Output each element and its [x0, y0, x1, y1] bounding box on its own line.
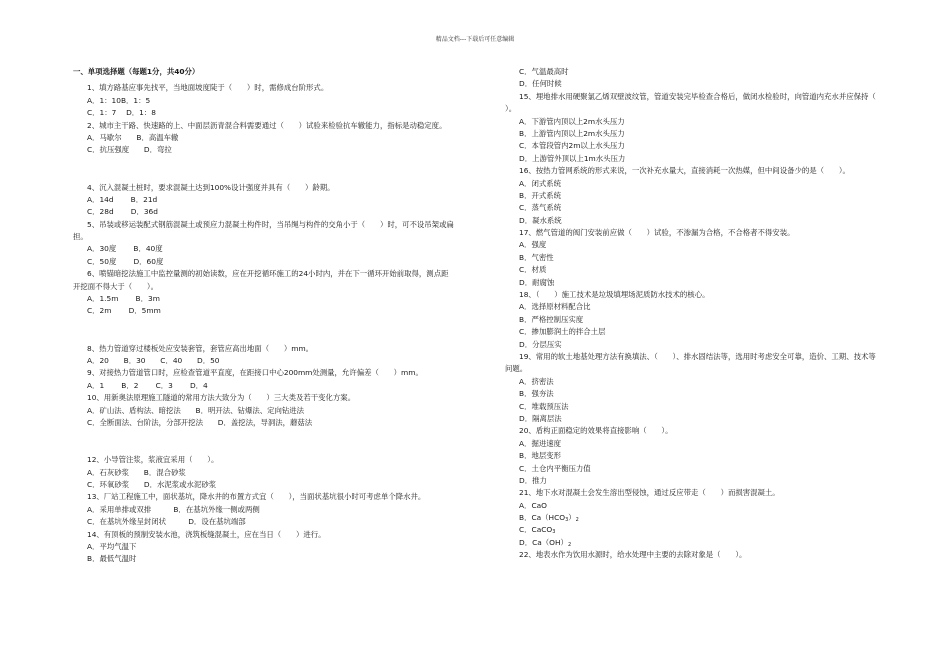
question-17-option-d: D．耐腐蚀	[519, 277, 555, 287]
question-4-options-cd: C．28d D．36d	[87, 207, 158, 217]
question-2-options-ab: A．马歇尔 B．高温车辙	[87, 132, 179, 142]
question-18-option-b: B．严格控制压实度	[519, 314, 584, 324]
question-12-options-cd: C．环氧砂浆 D．水泥浆或水泥砂浆	[87, 479, 217, 489]
question-6-stem-continued: 开挖面不得大于（ ）。	[73, 281, 158, 291]
left-column	[73, 66, 493, 566]
question-17-option-b: B．气密性	[519, 252, 554, 262]
question-5-stem-continued: 担。	[73, 232, 88, 242]
question-15-option-c: C．本管段管内2m以上水头压力	[519, 141, 625, 151]
formula-text: C．CaCO	[519, 525, 553, 535]
question-15-option-d: D．上游管外顶以上1m水头压力	[519, 153, 626, 163]
question-5-options-ab: A．30度 B．40度	[87, 244, 163, 254]
question-6-options-cd: C．2m D．5mm	[87, 306, 161, 316]
question-20-option-a: A．掘进速度	[519, 438, 562, 448]
page-header: 精品文档---下载后可任意编辑	[435, 36, 515, 43]
formula-text: D．Ca（OH）	[519, 537, 568, 547]
question-13-stem: 13、厂站工程施工中，面状基坑，降水井的布置方式宜（ ），当面状基坑很小时可考虑单个降水井。	[87, 492, 426, 502]
question-19-option-d: D．隔离层法	[519, 413, 562, 423]
subscript: 2	[575, 517, 579, 524]
question-17-option-c: C．材质	[519, 265, 547, 275]
question-15-option-a: A．下游管内顶以上2m水头压力	[519, 116, 625, 126]
question-15-stem-continued: ）。	[505, 104, 517, 114]
question-21-option-d	[505, 537, 895, 549]
question-17-option-a: A．强度	[519, 240, 547, 250]
question-18-stem: 18、（ ）施工技术是垃圾填埋场泥质防水技术的核心。	[519, 290, 710, 300]
question-16-option-c: C．蒸气系统	[519, 203, 562, 213]
question-10-options-cd: C．全断面法、台阶法，分部开挖法 D．盖挖法，导洞法，蘑菇法	[87, 417, 313, 427]
question-2-stem: 2、城市主干路、快速路的上、中面层沥青混合料需要通过（ ）试验来检验抗车辙能力，指标是动稳定度。	[87, 120, 447, 130]
question-16-stem: 16、按热力管网系统的形式来说，一次补充水量大，直接消耗一次热媒，但中间设备少的是（ ）。	[519, 166, 850, 176]
subscript: 2	[567, 541, 572, 548]
question-17-stem: 17、燃气管道的阀门安装前应做（ ）试验，不渗漏为合格，不合格者不得安装。	[519, 228, 795, 238]
question-1-stem: 1、填方路基应事先找平，当地面坡度陡于（ ）时，需修成台阶形式。	[87, 83, 329, 93]
question-5-stem: 5、吊装或移运装配式钢筋混凝土或预应力混凝土构件时，当吊绳与构件的交角小于（ ）时，可不设吊架或扁	[87, 219, 454, 229]
question-1-options-ab: A．1：10B．1：5	[87, 95, 151, 105]
section-title: 一、单项选择题（每题1分，共40分）	[73, 67, 200, 76]
question-21-stem: 21、地下水对混凝土会发生溶出型侵蚀，通过反应带走（ ）而损害混凝土。	[519, 488, 780, 498]
question-16-option-b: B．开式系统	[519, 190, 562, 200]
question-12-options-ab: A．石灰砂浆 B．混合砂浆	[87, 467, 186, 477]
question-19-stem-continued: 问题。	[505, 364, 528, 374]
formula-text: B．Ca（HCO	[519, 513, 566, 523]
question-22-stem: 22、地表水作为饮用水源时，给水处理中主要的去除对象是（ ）。	[519, 550, 747, 560]
question-19-option-b: B．强夯法	[519, 389, 554, 399]
question-6-stem: 6、喷锚暗挖法施工中监控量测的初始读数，应在开挖循环施工的24小时内，并在下一循环开始前取得，测点距	[87, 269, 449, 279]
question-14-option-a: A．平均气温下	[87, 541, 137, 551]
formula-text: ）	[568, 513, 576, 523]
question-19-option-c: C．堆载预压法	[519, 401, 569, 411]
question-9-options: A．1 B．2 C．3 D．4	[87, 380, 208, 390]
question-12-stem: 12、小导管注浆，浆液宜采用（ ）。	[87, 455, 219, 465]
question-20-option-b: B．地层变形	[519, 451, 562, 461]
question-20-stem: 20、盾构正面稳定的效果将直接影响（ ）。	[519, 426, 673, 436]
question-15-option-b: B．上游管内顶以上2m水头压力	[519, 128, 625, 138]
question-21-option-a: A．CaO	[519, 500, 547, 510]
question-16-option-d: D．凝水系统	[519, 215, 562, 225]
question-18-option-d: D．分层压实	[519, 339, 562, 349]
question-14-option-b: B．最低气温时	[87, 554, 137, 564]
question-18-option-a: A．选择原材料配合比	[519, 302, 591, 312]
subscript: 3	[552, 529, 556, 536]
question-21-option-b	[505, 512, 895, 524]
question-8-options: A．20 B．30 C．40 D．50	[87, 356, 220, 366]
question-4-options-ab: A．14d B．21d	[87, 194, 158, 204]
question-5-options-cd: C．50度 D．60度	[87, 256, 164, 266]
question-2-options-cd: C．抗压强度 D．弯拉	[87, 145, 172, 155]
question-4-stem: 4、沉入混凝土桩时，要求混凝土达到100%设计强度并具有（ ）龄期。	[87, 182, 335, 192]
question-21-option-c	[505, 524, 895, 536]
question-19-option-a: A．挤密法	[519, 376, 554, 386]
question-20-option-d: D．推力	[519, 475, 547, 485]
question-15-stem: 15、埋地排水用硬聚氯乙烯双壁波纹管，管道安装完毕检查合格后，做闭水检验时，向管道内充水并应保持（	[519, 91, 876, 101]
question-10-stem: 10、用新奥法原理施工隧道的常用方法大致分为（ ）三大类及若干变化方案。	[87, 393, 356, 403]
question-6-options-ab: A．1.5m B．3m	[87, 294, 160, 304]
question-9-stem: 9、对接热力管道管口时，应检查管道平直度，在距接口中心200mm处测量，允许偏差（ ）mm。	[87, 368, 423, 378]
question-14-option-c: C．气温最高时	[519, 67, 569, 76]
question-19-stem: 19、常用的软土地基处理方法有换填法、（ ）、排水固结法等，选用时考虑安全可靠，造价、工期、技术等	[519, 351, 876, 361]
question-16-option-a: A．闭式系统	[519, 178, 562, 188]
question-13-options-ab: A．采用单排或双排 B．在基坑外缘一侧或两侧	[87, 504, 260, 514]
question-20-option-c: C．土仓内平衡压力值	[519, 463, 591, 473]
question-1-options-cd: C．1：7 D．1：8	[87, 108, 156, 118]
question-8-stem: 8、热力管道穿过楼板处应安装套管，套管应高出地面（ ）mm。	[87, 343, 314, 353]
question-14-option-d: D．任何时候	[519, 79, 562, 89]
question-10-options-ab: A．矿山法、盾构法、暗挖法 B．明开法、钻爆法、定向钻进法	[87, 405, 305, 415]
right-column	[505, 66, 895, 562]
subscript: 3	[565, 517, 569, 524]
question-14-stem: 14、有顶板的预制安装水池，浇筑板缝混凝土，应在当日（ ）进行。	[87, 529, 326, 539]
question-18-option-c: C．掺加膨润土的拌合土层	[519, 327, 606, 337]
question-13-options-cd: C．在基坑外缘呈封闭状 D．设在基坑端部	[87, 517, 246, 527]
